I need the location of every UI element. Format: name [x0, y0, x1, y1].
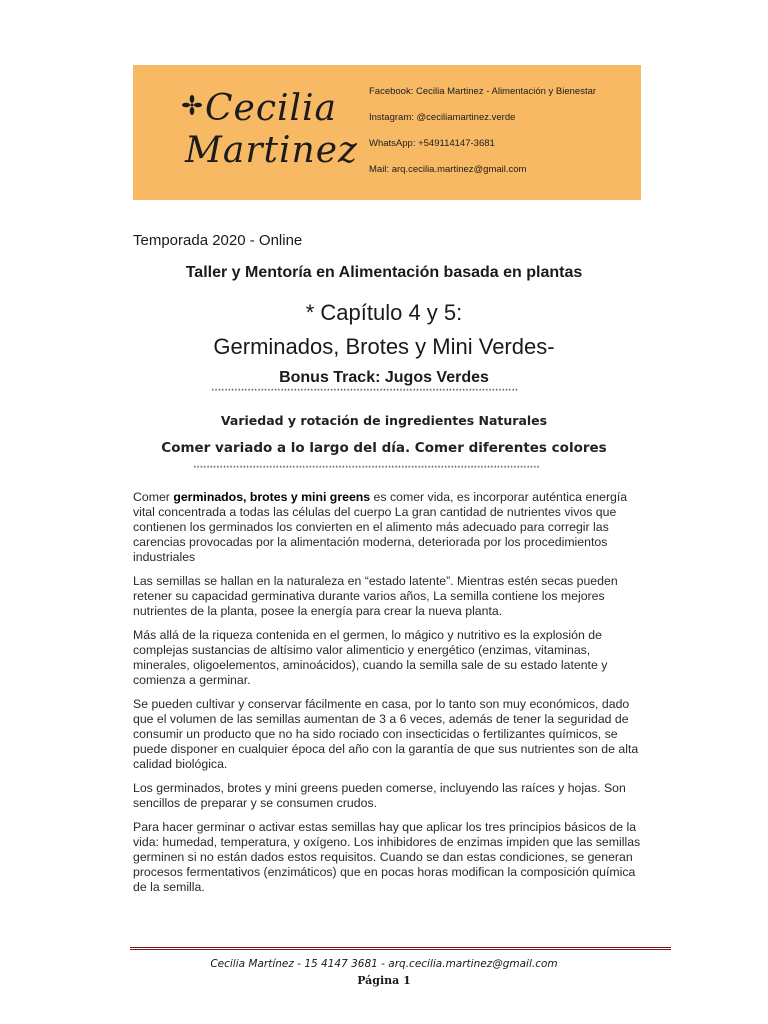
- slogan-colors: Comer variado a lo largo del día. Comer diferentes colores: [161, 440, 607, 456]
- workshop-title: Taller y Mentoría en Alimentación basada en plantas: [185, 264, 583, 281]
- paragraph-principles: Para hacer germinar o activar estas semillas hay que aplicar los tres principios básicos de la vida: humedad, temperatura, y oxígeno. Los inhibidores de enzimas impiden que las semillas germinen si no están dados estos requisitos. Cuando se dan estas condiciones, se generan procesos fermentativos (enzimáticos) que en pocas horas modifican la composición química de la semilla.: [133, 820, 641, 894]
- header-banner: [133, 65, 641, 200]
- slogan-variety: Variedad y rotación de ingredientes Naturales: [220, 413, 548, 428]
- page-number: Página 1: [357, 974, 411, 987]
- facebook-contact: Facebook: Cecilia Martinez - Alimentación y Bienestar: [369, 86, 597, 97]
- chapter-heading: * Capítulo 4 y 5:: [305, 300, 463, 325]
- star-divider-bottom: *********************************************************************************************************: [193, 465, 540, 472]
- paragraph-germ: Más allá de la riqueza contenida en el germen, lo mágico y nutritivo es la explosión de complejas sustancias de altísimo valor alimenticio y energético (enzimas, vitaminas, minerales, oligoelementos, aminoácidos), cuando la semilla sale de su estado latente y comienza a germinar.: [133, 628, 608, 687]
- footer-divider: [130, 947, 671, 953]
- season-label: Temporada 2020 - Online: [133, 232, 303, 249]
- paragraph-intro-bold: germinados, brotes y mini greens: [173, 490, 371, 504]
- logo-last-name: Martinez: [185, 130, 358, 171]
- bonus-track-heading: Bonus Track: Jugos Verdes: [279, 369, 489, 386]
- logo: [181, 88, 358, 186]
- footer-contact: Cecilia Martínez - 15 4147 3681 - arq.cecilia.martinez@gmail.com: [210, 958, 558, 970]
- paragraph-intro-start: Comer: [133, 490, 174, 504]
- paragraph-eating: Los germinados, brotes y mini greens pueden comerse, incluyendo las raíces y hojas. Son sencillos de preparar y se consumen crudos.: [133, 781, 626, 810]
- star-divider-top: *********************************************************************************************: [211, 388, 518, 395]
- mail-contact: Mail: arq.cecilia.martinez@gmail.com: [369, 164, 527, 175]
- paragraph-seeds: Las semillas se hallan en la naturaleza en “estado latente”. Mientras estén secas pueden retener su capacidad germinativa durante varios años, La semilla contiene los mejores nutrientes de la planta, posee la energía para crear la nueva planta.: [133, 574, 618, 618]
- paragraph-home-growing: Se pueden cultivar y conservar fácilmente en casa, por lo tanto son muy económicos, dado que el volumen de las semillas aumentan de 3 a 6 veces, además de tener la seguridad de consumir un producto que no ha sido rociado con insecticidas o fertilizantes químicos, se puede disponer en cualquier época del año con la garantía de que sus nutrientes son de alta calidad biológica.: [133, 697, 639, 771]
- chapter-topic: Germinados, Brotes y Mini Verdes-: [213, 334, 555, 359]
- flower-icon: [181, 94, 203, 116]
- body-text: [133, 490, 643, 904]
- contact-list: [369, 79, 637, 183]
- paragraph-intro-rest: es comer vida, es incorporar auténtica energía vital concentrada a todas las células del cuerpo La gran cantidad de nutrientes vivos que contienen los germinados los convierten en el alimento más adecuado para corregir las carencias provocadas por la alimentación moderna, deteriorada por los procedimientos industriales: [133, 490, 628, 564]
- whatsapp-contact: WhatsApp: +549114147-3681: [369, 138, 495, 149]
- paragraph-intro: [133, 490, 643, 565]
- instagram-contact: Instagram: @ceciliamartinez.verde: [369, 112, 516, 123]
- logo-first-name: Cecilia: [205, 88, 338, 129]
